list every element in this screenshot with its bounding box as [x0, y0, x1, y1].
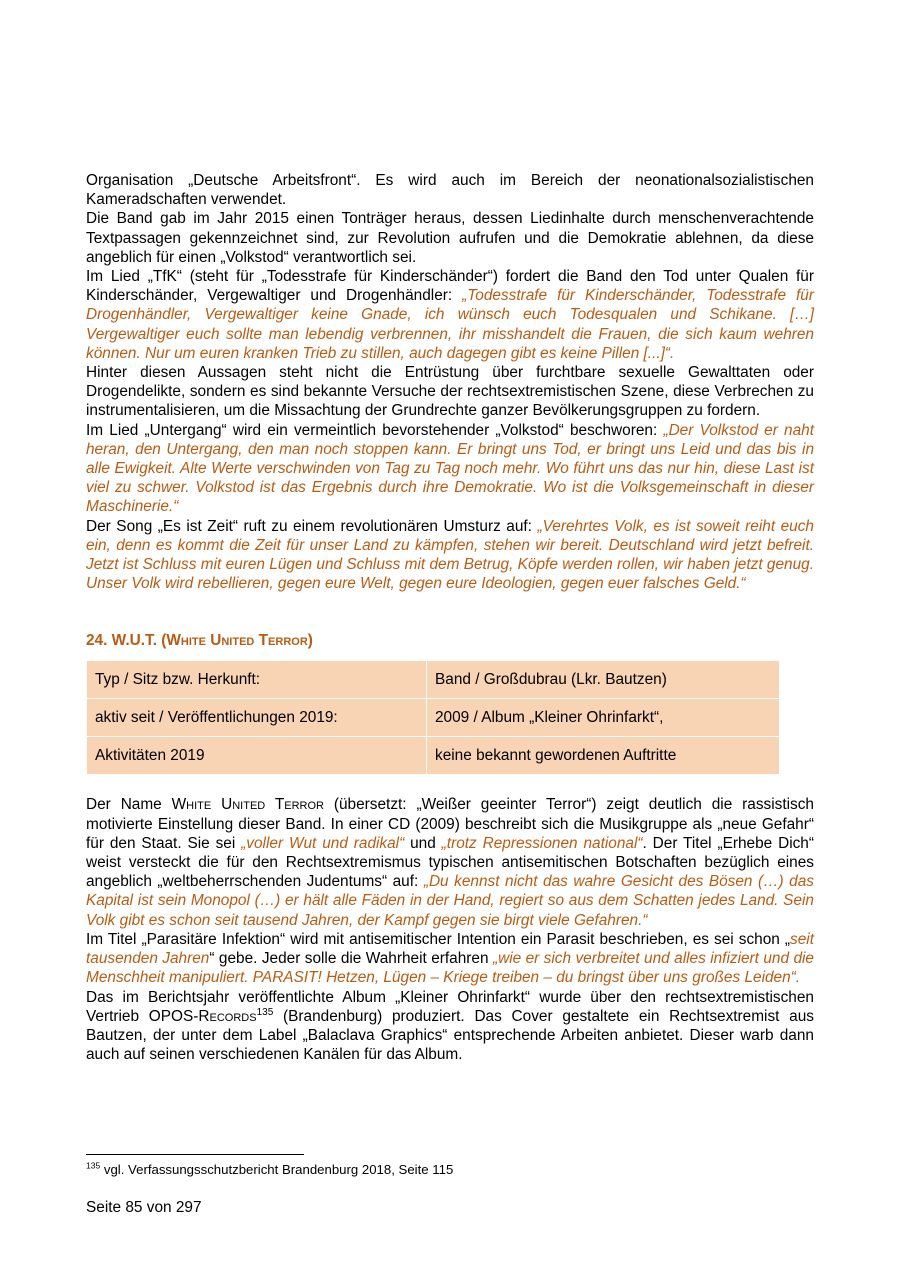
paragraph-text: “ gebe. Jeder solle die Wahrheit erfahren: [209, 950, 493, 968]
paragraph-aussagen: Hinter diesen Aussagen steht nicht die Entrüstung über furchtbare sexuelle Gewalttaten oder Drogendelikte, sondern es sind bekannte Versuche der rechtsextremistischen Szene, diese Verbrechen zu instrumentalisieren, um die Missachtung der Grundrechte ganzer Bevölkerungsgruppen zu fordern.: [86, 364, 814, 420]
page-number: Seite 85 von 297: [86, 1199, 202, 1216]
table-value: Band / Großdubrau (Lkr. Bautzen): [427, 661, 780, 699]
paragraph-text: Der Name: [86, 796, 172, 814]
paragraph-untergang: [86, 421, 814, 517]
table-row: [87, 661, 780, 699]
section-heading: [86, 631, 814, 651]
paragraph-tontraeger: Die Band gab im Jahr 2015 einen Tonträger heraus, dessen Liedinhalte durch menschenverachtende Textpassagen gekennzeichnet sind, zur Revolution aufrufen und die Demokratie ablehnen, da diese angeblich für einen „Volkstod“ verantwortlich sei.: [86, 210, 814, 266]
footnote-reference[interactable]: 135: [256, 1006, 274, 1018]
paragraph-es-ist-zeit: [86, 517, 814, 594]
footnote-divider: [86, 1154, 304, 1155]
paragraph-tfk: [86, 267, 814, 363]
paragraph-text: Im Lied „TfK“ (steht für „Todesstrafe für Kinderschänder“) fordert die Band den Tod unter Qualen für Kinderschänder, Vergewaltiger und Drogenhändler:: [86, 268, 814, 305]
band-name-smallcaps: White United Terror: [171, 796, 324, 814]
footnote-number: 135: [86, 1160, 101, 1171]
heading-band-name: White United Terror: [166, 632, 308, 650]
lyrics-quote: „Du kennst nicht das wahre Gesicht des Bösen (…) das Kapital ist sein Monopol (…) er hält alle Fäden in der Hand, regiert so aus dem Schatten jedes Land. Sein Volk gibt es schon seit tausend Jahren, der Kampf gegen sie birgt viele Gefahren.“: [86, 873, 814, 929]
main-content: [86, 171, 814, 1064]
paragraph-band-name: [86, 795, 814, 929]
table-value: 2009 / Album „Kleiner Ohrinfarkt“,: [427, 699, 780, 737]
paragraph-album: [86, 988, 814, 1065]
lyrics-quote: „Verehrtes Volk, es ist soweit reiht euch ein, denn es kommt die Zeit für unser Land zu kämpfen, stehen wir bereit. Deutschland wird jetzt befreit. Jetzt ist Schluss mit euren Lügen und Schluss mit dem Betrug, Köpfe werden rollen, wir haben jetzt genug. Unser Volk wird rebellieren, gegen eure Welt, gegen eure Ideologien, gegen euer falsches Geld.“: [86, 517, 814, 593]
lyrics-quote: „Der Volkstod er naht heran, den Untergang, den man noch stoppen kann. Er bringt uns Tod, er bringt uns Leid und das bis in alle Ewigkeit. Alte Werte verschwinden von Tag zu Tag noch mehr. Wo führt uns das nur hin, diese Last ist viel zu schwer. Volkstod ist das Ergebnis durch ihre Demokratie. Wo ist die Volksgemeinschaft in dieser Maschinerie.“: [86, 421, 814, 516]
paragraph-text: (Brandenburg) produziert. Das Cover gestaltete ein Rechtsextremist aus Bautzen, der unter dem Label „Balaclava Graphics“ entsprechende Arbeiten anbietet. Dieser warb dann auch auf seinen verschiedenen Kanälen für das Album.: [86, 1007, 814, 1064]
lyrics-quote: „wie er sich verbreitet und alles infiziert und die Menschheit manipuliert. PARASIT! Hetzen, Lügen – Kriege treiben – du bringst über uns großes Leiden“.: [86, 950, 814, 987]
lyrics-quote: „trotz Repressionen national“: [441, 834, 643, 852]
paragraph-text: (übersetzt: „Weißer geeinter Terror“) zeigt deutlich die rassistisch motivierte Einstellung dieser Band. In einer CD (2009) beschreibt sich die Musikgruppe als „neue Gefahr“ für den Staat. Sie sei: [86, 796, 814, 852]
label-name-smallcaps: OPOS-Records: [148, 1007, 257, 1025]
paragraph-text: Im Titel „Parasitäre Infektion“ wird mit antisemitischer Intention ein Parasit beschrieben, es sei schon „: [86, 930, 791, 948]
paragraph-text: . Der Titel „Erhebe Dich“ weist versteckt die für den Rechtsextremismus typischen antisemitischen Botschaften bezüglich eines angeblich „weltbeherrschenden Judentums“ auf:: [86, 834, 814, 891]
lyrics-quote: seit tausenden Jahren: [86, 930, 814, 968]
table-row: [87, 699, 780, 737]
paragraph-text: Das im Berichtsjahr veröffentlichte Album „Kleiner Ohrinfarkt“ wurde über den rechtsextremistischen Vertrieb: [86, 988, 814, 1025]
heading-number: 24. W.U.T. (: [86, 632, 167, 650]
paragraph-parasitaere-infektion: [86, 930, 814, 988]
lyrics-quote: „Todesstrafe für Kinderschänder, Todesstrafe für Drogenhändler, Vergewaltiger keine Gnade, ich wünsch euch Todesqualen und Schikane. […] Vergewaltiger euch sollte man lebendig verbrennen, ihr misshandelt die Frauen, die sich kaum wehren können. Nur um euren kranken Trieb zu stillen, auch dagegen gibt es keine Pillen [...]“.: [86, 287, 814, 362]
paragraph-arbeitsfront: Organisation „Deutsche Arbeitsfront“. Es wird auch im Bereich der neonationalsozialistischen Kameradschaften verwendet.: [86, 172, 814, 209]
table-label: Aktivitäten 2019: [87, 737, 427, 775]
band-info-table: [86, 660, 780, 775]
table-label: aktiv seit / Veröffentlichungen 2019:: [87, 699, 427, 737]
table-label: Typ / Sitz bzw. Herkunft:: [87, 661, 427, 699]
heading-close: ): [307, 632, 313, 650]
table-value: keine bekannt gewordenen Auftritte: [427, 737, 780, 775]
table-row: [87, 737, 780, 775]
footnote: [86, 1161, 453, 1178]
paragraph-text: Der Song „Es ist Zeit“ ruft zu einem revolutionären Umsturz auf:: [86, 517, 538, 535]
footnote-text: vgl. Verfassungsschutzbericht Brandenburg 2018, Seite 115: [100, 1162, 454, 1177]
lyrics-quote: „voller Wut und radikal“: [241, 834, 405, 852]
paragraph-text: Im Lied „Untergang“ wird ein vermeintlich bevorstehender „Volkstod“ beschworen:: [86, 421, 664, 439]
paragraph-text: und: [404, 834, 442, 852]
